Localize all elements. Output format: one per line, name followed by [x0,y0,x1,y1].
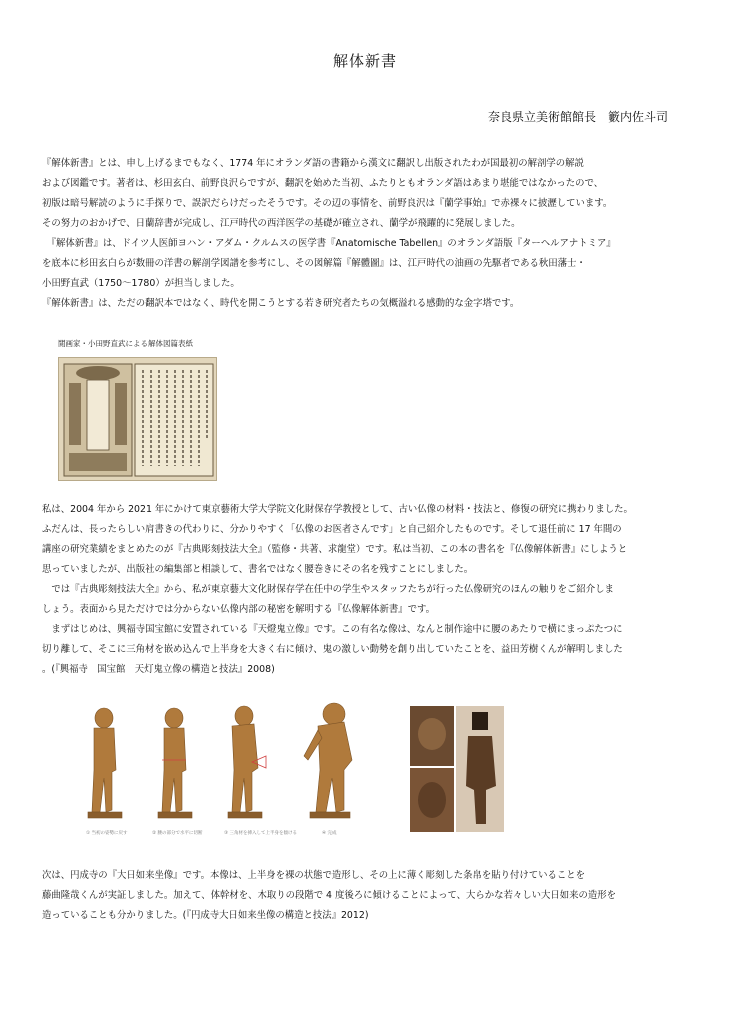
text-line: 切り離して、そこに三角材を嵌め込んで上半身を大きく右に傾け、鬼の激しい動勢を創り出していたことを、益田芳樹くんが解明しました [42,644,623,655]
text-line: ふだんは、長ったらしい肩書きの代わりに、分かりやすく「仏像のお医者さんです」と自己紹介したものです。そして退任前に 17 年間の [42,524,622,535]
statue-photo-collage [410,706,504,832]
statue-figure [304,703,352,818]
statue-process-figures [82,700,372,840]
statue-figure [228,706,262,818]
text-line: 講座の研究業績をまとめたのが『古典彫刻技法大全』（監修・共著、求龍堂）です。私は当初、この本の書名を『仏像解体新書』にしようと [42,544,628,555]
text-line: まずはじめは、興福寺国宝館に安置されている『天燈鬼立像』です。この有名な像は、なんと制作途中に腰のあたりで横にまっぷたつに [42,624,623,635]
author-line: 奈良県立美術館館長 籔内佐斗司 [487,110,668,124]
statue-caption: ④ 完成 [322,831,337,836]
statue-figure [88,708,122,818]
text-line: および図鑑です。著者は、杉田玄白、前野良沢らですが、翻訳を始めた当初、ふたりともオランダ語はあまり堪能ではなかったので、 [42,178,604,189]
text-line: 思っていましたが、出版社の編集部と相談して、書名ではなく腰巻きにその名を残すことにしました。 [42,564,474,575]
section-intro [42,154,702,314]
book-illustration [59,358,217,481]
text-line: 造っていることも分かりました。(『円成寺大日如来坐像の構造と技法』2012) [42,910,369,921]
section-dainichi [42,866,702,926]
text-line: では『古典彫刻技法大全』から、私が東京藝大文化財保存学在任中の学生やスタッフたちが行った仏像研究のほんの触りをご紹介しま [42,584,614,595]
statue-caption: ② 腰の部分で水平に切断 [152,831,203,836]
statue-caption: ③ 三角材を挿入して上半身を傾ける [224,831,297,836]
book-image [58,357,217,481]
text-line: 『解体新書』は、ただの翻訳本ではなく、時代を開こうとする若き研究者たちの気概溢れる感動的な金字塔です。 [42,298,520,309]
text-line: 『解体新書』とは、申し上げるまでもなく、1774 年にオランダ語の書籍から漢文に翻訳し出版されたわが国最初の解剖学の解説 [42,158,584,169]
text-line: 私は、2004 年から 2021 年にかけて東京藝術大学大学院文化財保存学教授として、古い仏像の材料・技法と、修復の研究に携わりました。 [42,504,633,515]
statue-figure [158,708,192,818]
text-line: その努力のおかげで、日蘭辞書が完成し、江戸時代の西洋医学の基礎が確立され、蘭学が飛躍的に発展しました。 [42,218,521,229]
text-line: 。(『興福寺 国宝館 天灯鬼立像の構造と技法』2008) [42,664,275,675]
text-line: 藤曲隆哉くんが実証しました。加えて、体幹材を、木取りの段階で 4 度後ろに傾けることによって、大らかな若々しい大日如来の造形を [42,890,617,901]
text-line: 初版は暗号解読のように手探りで、誤訳だらけだったそうです。その辺の事情を、前野良沢は『蘭学事始』で赤裸々に披瀝しています。 [42,198,613,209]
text-line: 次は、円成寺の『大日如来坐像』です。本像は、上半身を裸の状態で造形し、その上に薄く彫刻した条帛を貼り付けていることを [42,870,586,881]
figure-caption: 閲画家・小田野直武による解体図篇表紙 [58,339,193,348]
text-line: 『解体新書』は、ドイツ人医師ヨハン・アダム・クルムスの医学書『Anatomische Tabellen』のオランダ語版『ターヘルアナトミア』 [42,238,616,249]
section-research [42,500,702,680]
statue-caption: ① 当初の姿勢に戻す [86,831,128,836]
text-line: 小田野直武（1750〜1780）が担当しました。 [42,278,240,289]
text-line: を底本に杉田玄白らが数冊の洋書の解剖学図譜を参考にし、その図解篇『解體圖』は、江戸時代の油画の先駆者である秋田藩士・ [42,258,586,269]
page-title: 解体新書 [332,52,397,70]
text-line: しょう。表面から見ただけでは分からない仏像内部の秘密を解明する『仏像解体新書』です。 [42,604,436,615]
